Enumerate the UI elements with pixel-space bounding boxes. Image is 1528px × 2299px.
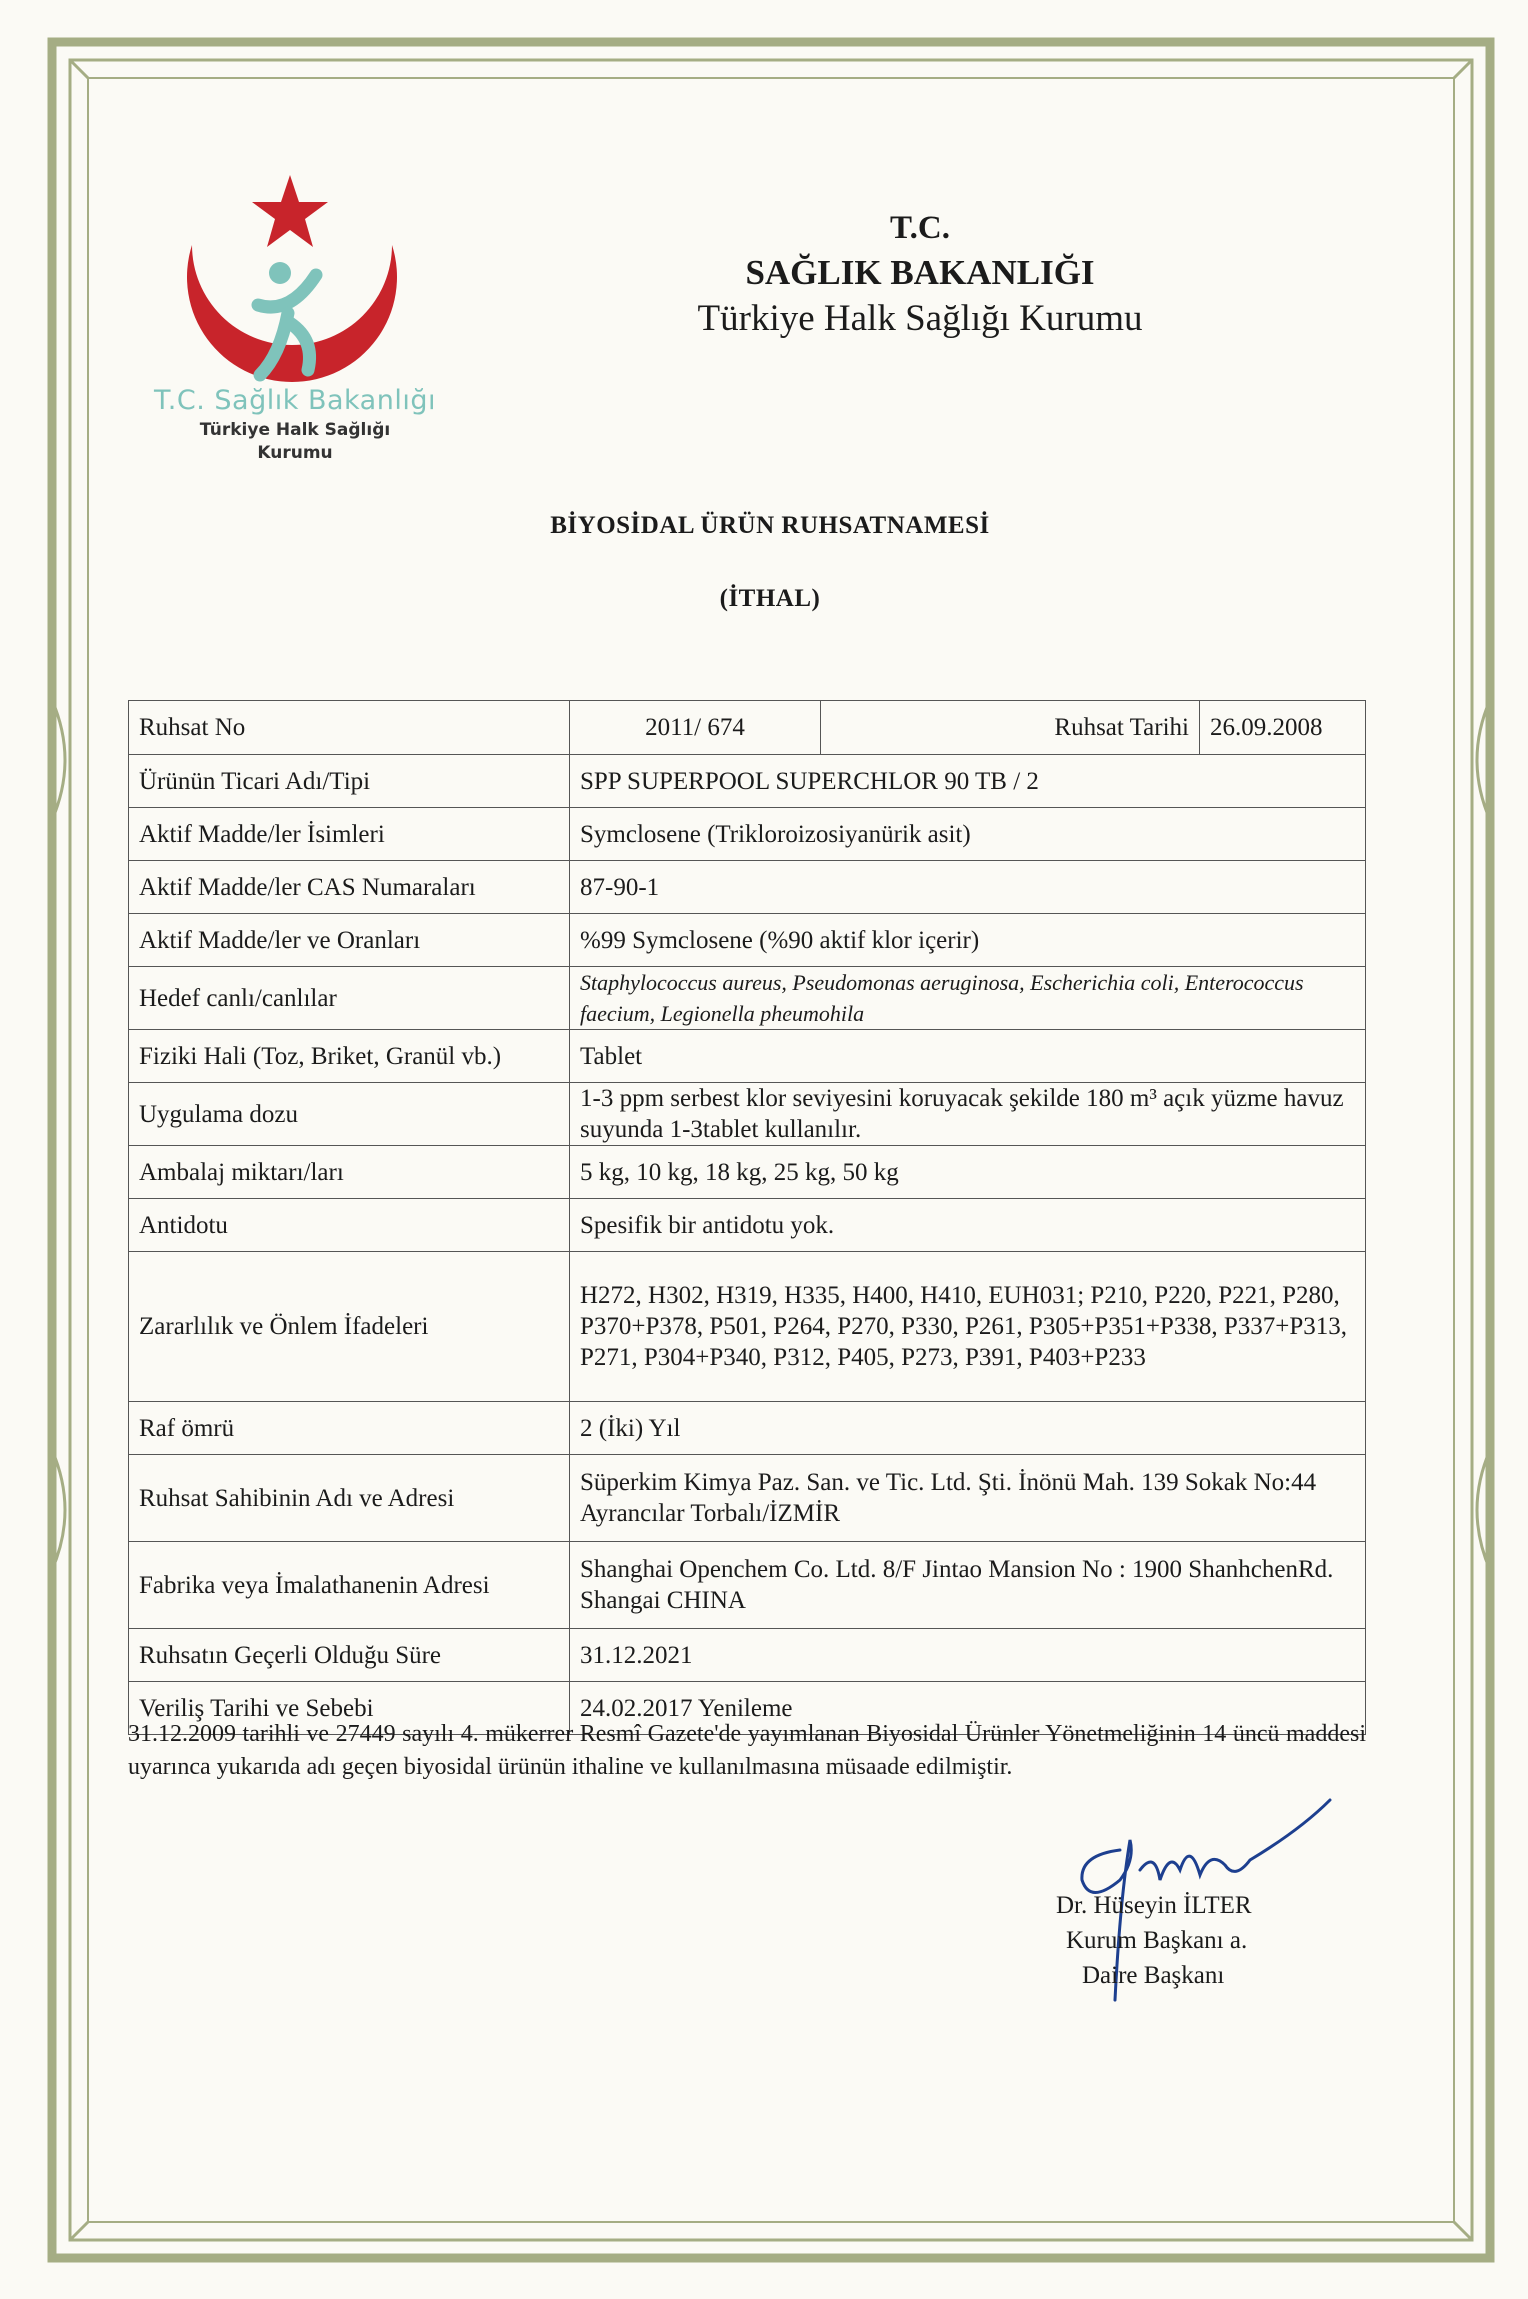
logo-text-agency: Türkiye Halk Sağlığı — [199, 420, 391, 440]
license-table — [128, 700, 1366, 1735]
row-value: 87-90-1 — [570, 861, 1366, 914]
row-value: 2 (İki) Yıl — [570, 1402, 1366, 1455]
row-label: Fiziki Hali (Toz, Briket, Granül vb.) — [129, 1030, 570, 1083]
row-value: Süperkim Kimya Paz. San. ve Tic. Ltd. Şti. İnönü Mah. 139 Sokak No:44 Ayrancılar Torbalı/İZMİR — [570, 1455, 1366, 1542]
row-value: 5 kg, 10 kg, 18 kg, 25 kg, 50 kg — [570, 1146, 1366, 1199]
row-label: Ruhsat Sahibinin Adı ve Adresi — [129, 1455, 570, 1542]
legal-statement: 31.12.2009 tarihli ve 27449 sayılı 4. mükerrer Resmî Gazete'de yayımlanan Biyosidal Ürünler Yönetmeliğinin 14 üncü maddesi uyarınca yukarıda adı geçen biyosidal ürünün ithaline ve kullanılmasına müsaade edilmiştir. — [128, 1721, 1366, 1780]
row-label: Veriliş Tarihi ve Sebebi — [129, 1682, 570, 1735]
row-label: Ambalaj miktarı/ları — [129, 1146, 570, 1199]
row-label: Antidotu — [129, 1199, 570, 1252]
table-row — [129, 1402, 1366, 1455]
row-value: Staphylococcus aureus, Pseudomonas aeruginosa, Escherichia coli, Enterococcus faecium, Legionella pheumohila — [570, 967, 1366, 1030]
table-row — [129, 1542, 1366, 1629]
table-row — [129, 755, 1366, 808]
header-agency: Türkiye Halk Sağlığı Kurumu — [697, 298, 1143, 339]
row-label: Ruhsat No — [129, 701, 570, 755]
row-label: Aktif Madde/ler İsimleri — [129, 808, 570, 861]
row-value: Shanghai Openchem Co. Ltd. 8/F Jintao Mansion No : 1900 ShanhchenRd. Shangai CHINA — [570, 1542, 1366, 1629]
row-label: Aktif Madde/ler CAS Numaraları — [129, 861, 570, 914]
row-value: Spesifik bir antidotu yok. — [570, 1199, 1366, 1252]
header-tc: T.C. — [890, 210, 950, 246]
document-title: BİYOSİDAL ÜRÜN RUHSATNAMESİ — [550, 512, 990, 539]
row-value: %99 Symclosene (%90 aktif klor içerir) — [570, 914, 1366, 967]
row-label: Raf ömrü — [129, 1402, 570, 1455]
row-label: Uygulama dozu — [129, 1083, 570, 1146]
license-date-label: Ruhsat Tarihi — [1054, 714, 1189, 741]
table-row — [129, 701, 1366, 755]
table-row — [129, 1252, 1366, 1402]
table-row — [129, 914, 1366, 967]
license-number: 2011/ 674 — [570, 701, 821, 754]
signatory-name: Dr. Hüseyin İLTER — [1056, 1892, 1252, 1919]
row-value: SPP SUPERPOOL SUPERCHLOR 90 TB / 2 — [570, 755, 1366, 808]
table-row — [129, 1455, 1366, 1542]
table-row — [129, 861, 1366, 914]
row-value: 31.12.2021 — [570, 1629, 1366, 1682]
row-value: 1-3 ppm serbest klor seviyesini koruyacak şekilde 180 m³ açık yüzme havuz suyunda 1-3tablet kullanılır. — [570, 1083, 1366, 1146]
logo-text-agency-2: Kurumu — [257, 443, 333, 463]
table-row — [129, 1199, 1366, 1252]
table-row — [129, 1629, 1366, 1682]
row-label: Aktif Madde/ler ve Oranları — [129, 914, 570, 967]
star-icon — [252, 175, 328, 247]
row-value: 24.02.2017 Yenileme — [570, 1682, 1366, 1735]
row-label: Ruhsatın Geçerli Olduğu Süre — [129, 1629, 570, 1682]
table-row — [129, 1030, 1366, 1083]
signatory-title: Kurum Başkanı a. — [1066, 1927, 1248, 1954]
row-label: Zararlılık ve Önlem İfadeleri — [129, 1252, 570, 1402]
row-value: Symclosene (Trikloroizosiyanürik asit) — [570, 808, 1366, 861]
table-row — [129, 1146, 1366, 1199]
license-number-cell — [570, 701, 1366, 755]
row-label: Ürünün Ticari Adı/Tipi — [129, 755, 570, 808]
header-ministry: SAĞLIK BAKANLIĞI — [745, 253, 1095, 292]
document-type: (İTHAL) — [719, 585, 821, 612]
row-value: Tablet — [570, 1030, 1366, 1083]
table-row — [129, 1083, 1366, 1146]
table-row — [129, 808, 1366, 861]
table-row — [129, 967, 1366, 1030]
row-label: Hedef canlı/canlılar — [129, 967, 570, 1030]
row-label: Fabrika veya İmalathanenin Adresi — [129, 1542, 570, 1629]
signatory-title-2: Daire Başkanı — [1082, 1962, 1225, 1989]
row-value: H272, H302, H319, H335, H400, H410, EUH031; P210, P220, P221, P280, P370+P378, P501, P264, P270, P330, P261, P305+P351+P338, P337+P313, P271, P304+P340, P312, P405, P273, P391, P403+P233 — [570, 1252, 1366, 1402]
logo-text-ministry: T.C. Sağlık Bakanlığı — [154, 385, 436, 416]
license-date: 26.09.2008 — [1199, 701, 1365, 754]
